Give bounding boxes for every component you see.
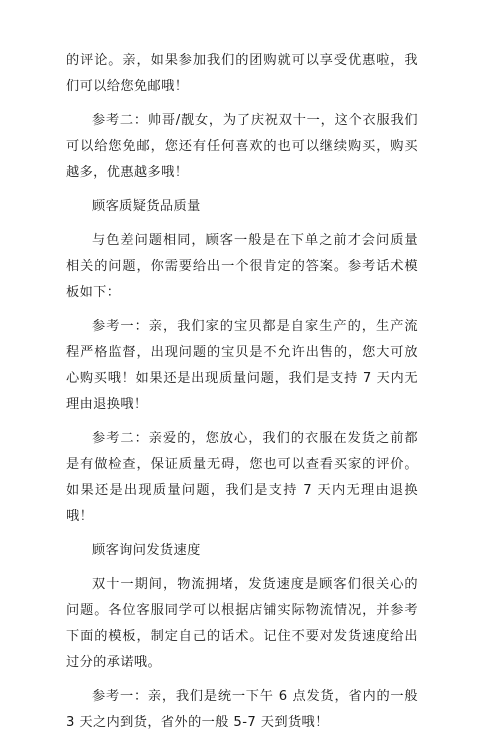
paragraph-shipping-reference-one: 参考一：亲，我们是统一下午 6 点发货，省内的一般 3 天之内到货，省外的一般 5-7 天到货哦！ xyxy=(66,689,418,730)
paragraph-intro-continuation: 的评论。亲，如果参加我们的团购就可以享受优惠啦，我们可以给您免邮哦！ xyxy=(66,53,418,94)
paragraph-quality-intro: 与色差问题相同，顾客一般是在下单之前才会问质量相关的问题，你需要给出一个很肯定的答案。参考话术模板如下： xyxy=(66,233,418,300)
section-heading-quality: 顾客质疑货品质量 xyxy=(92,199,201,214)
paragraph-reference-two-free-shipping: 参考二：帅哥/靓女，为了庆祝双十一，这个衣服我们可以给您免邮，您还有任何喜欢的也可以继续购买，购买越多，优惠越多哦！ xyxy=(66,113,418,180)
section-heading-shipping: 顾客询问发货速度 xyxy=(92,543,201,558)
paragraph-shipping-intro: 双十一期间，物流拥堵，发货速度是顾客们很关心的问题。各位客服同学可以根据店铺实际物流情况，并参考下面的模板，制定自己的话术。记住不要对发货速度给出过分的承诺哦。 xyxy=(66,577,418,670)
paragraph-quality-reference-one: 参考一：亲，我们家的宝贝都是自家生产的，生产流程严格监督，出现问题的宝贝是不允许出售的，您大可放心购买哦！如果还是出现质量问题，我们是支持 7 天内无理由退换哦！ xyxy=(66,319,418,412)
document-page xyxy=(66,48,418,744)
paragraph-quality-reference-two: 参考二：亲爱的，您放心，我们的衣服在发货之前都是有做检查，保证质量无碍，您也可以查看买家的评价。如果还是出现质量问题，我们是支持 7 天内无理由退换哦！ xyxy=(66,431,418,524)
